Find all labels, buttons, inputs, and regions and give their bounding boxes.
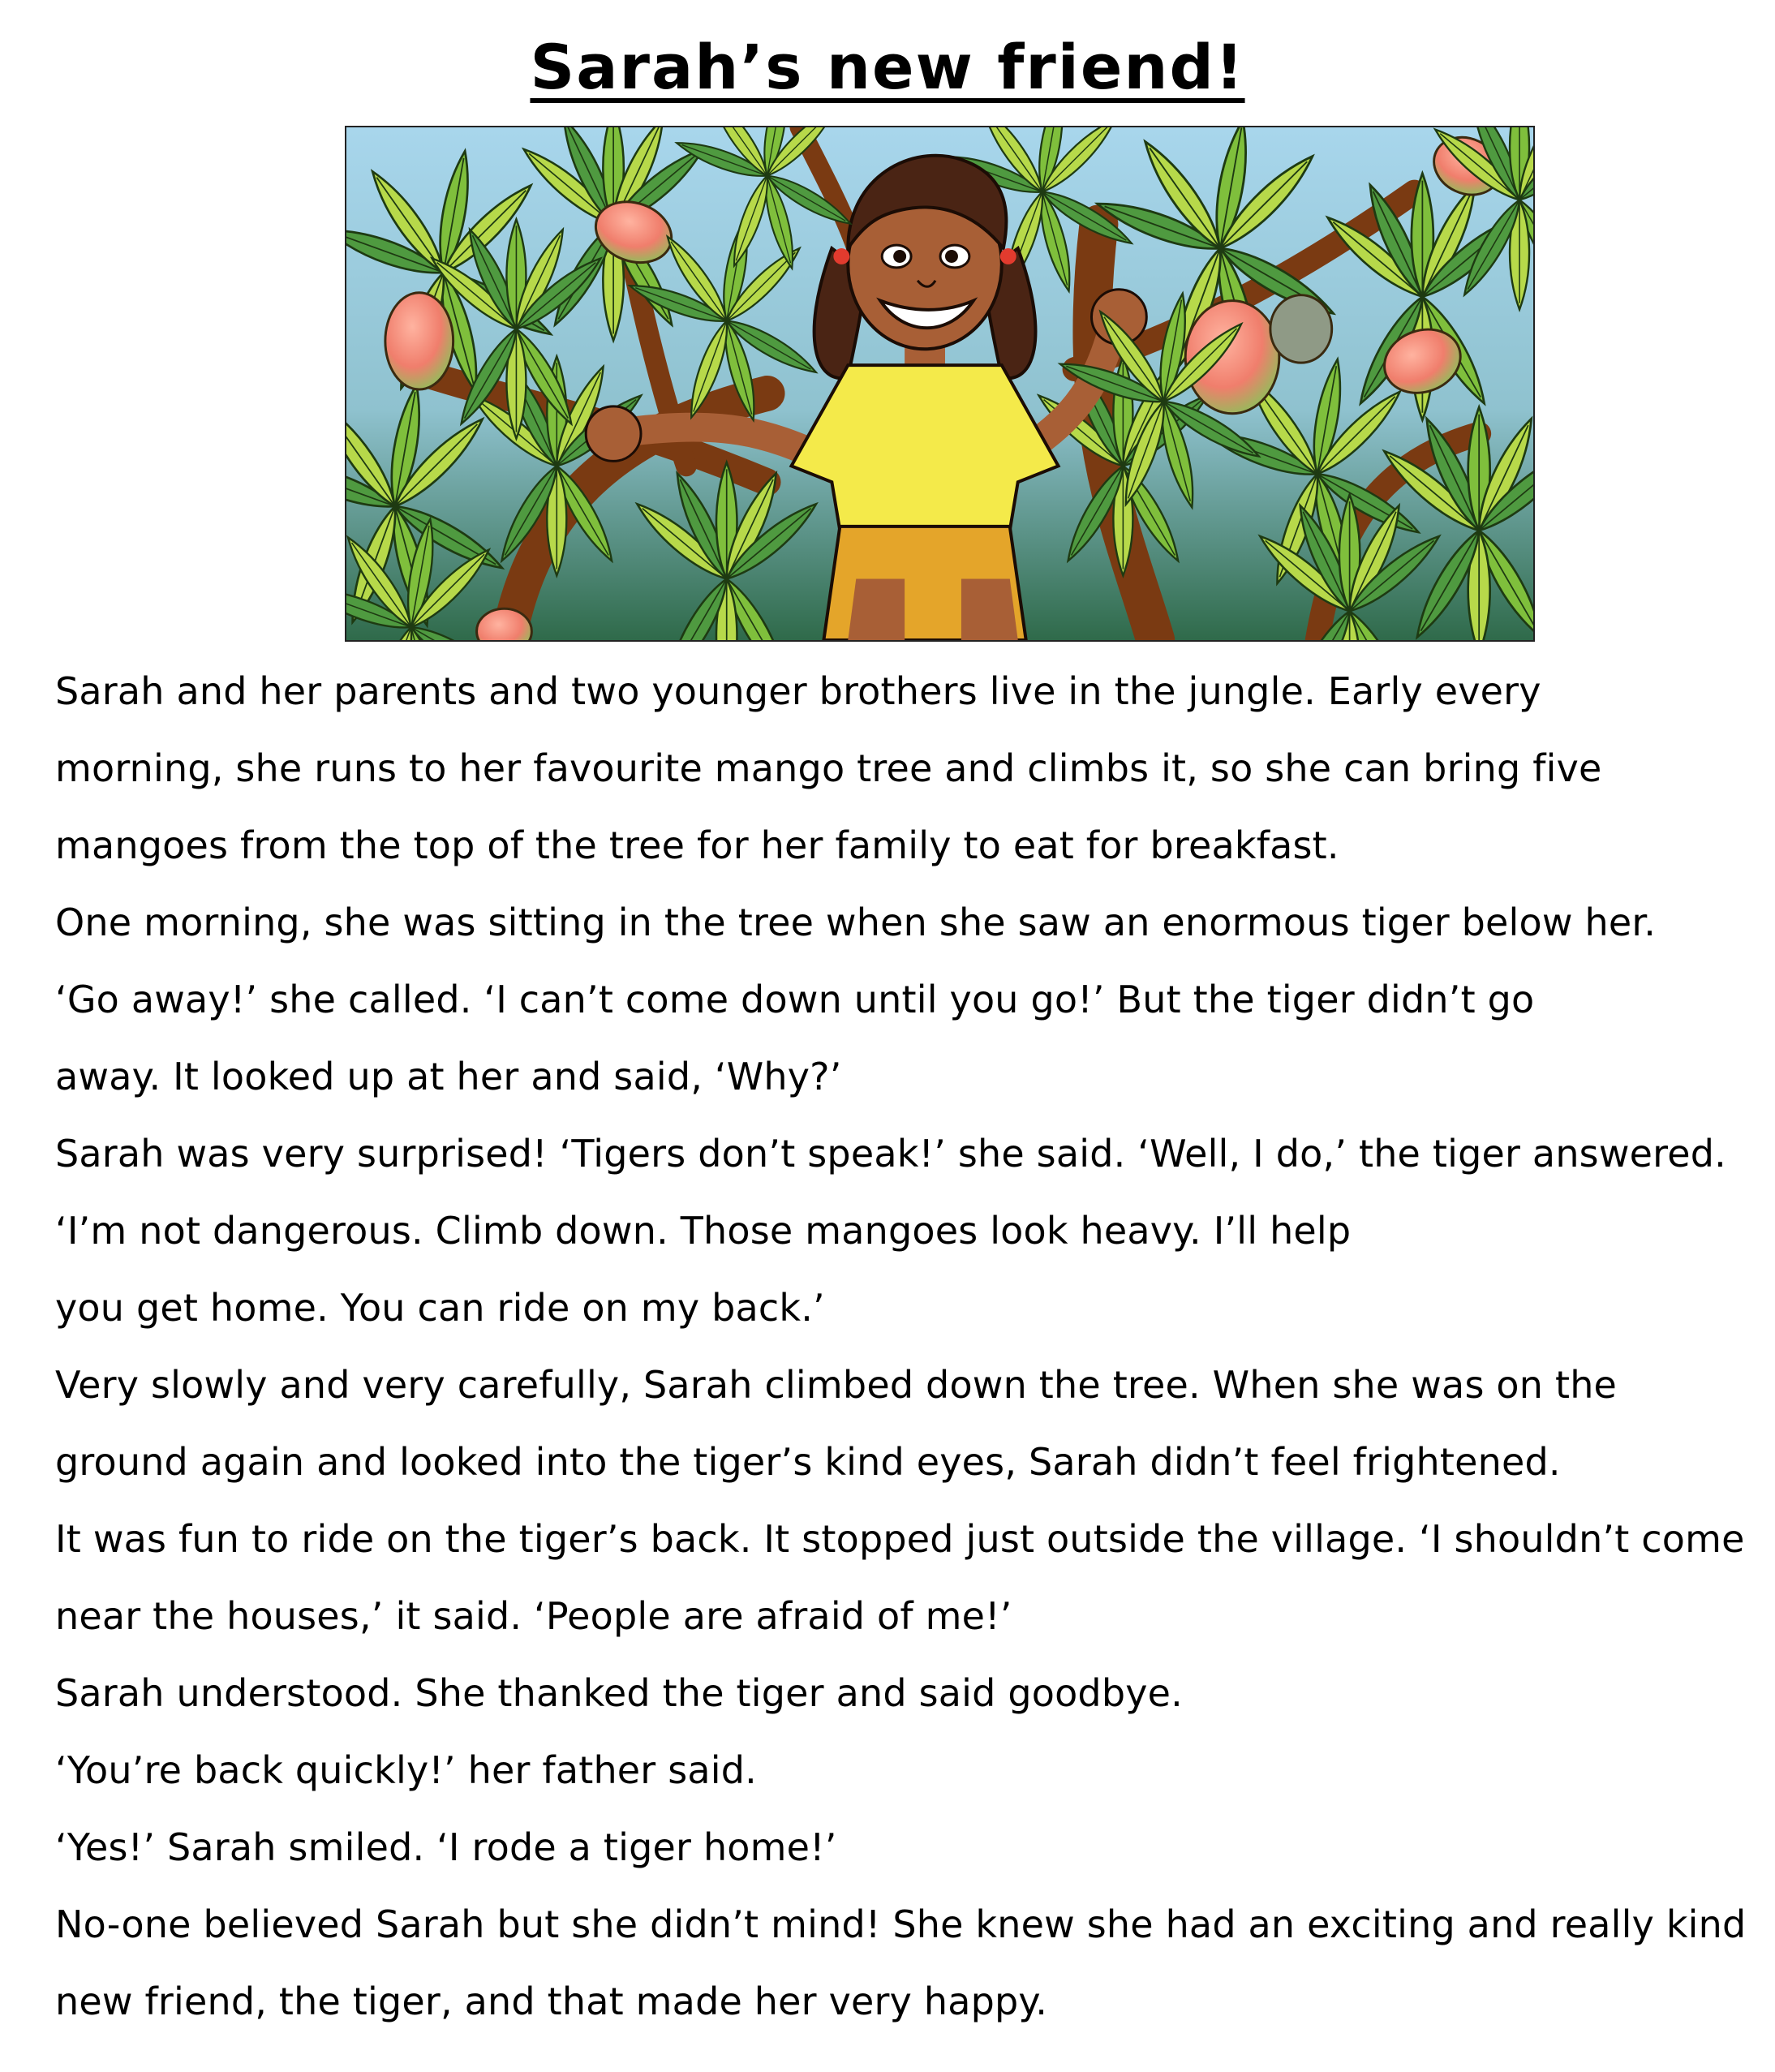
story-line: Very slowly and very carefully, Sarah climbed down the tree. When she was on the xyxy=(55,1363,1618,1407)
story-line: new friend, the tiger, and that made her very happy. xyxy=(55,1980,1048,2023)
girl-in-mango-tree-illustration xyxy=(345,126,1535,642)
story-line: mangoes from the top of the tree for her family to eat for breakfast. xyxy=(55,823,1339,867)
page-title xyxy=(0,23,1775,112)
story-line: Sarah was very surprised! ‘Tigers don’t speak!’ she said. ‘Well, I do,’ the tiger answered. xyxy=(55,1132,1726,1176)
story-line: away. It looked up at her and said, ‘Why?’ xyxy=(55,1055,842,1098)
story-line: It was fun to ride on the tiger’s back. It stopped just outside the village. ‘I shouldn’t come xyxy=(55,1517,1745,1561)
story-line: ‘I’m not dangerous. Climb down. Those mangoes look heavy. I’ll help xyxy=(55,1209,1352,1253)
story-line: ‘Yes!’ Sarah smiled. ‘I rode a tiger home!’ xyxy=(55,1825,837,1869)
story-text xyxy=(55,653,1751,2040)
illustration-svg xyxy=(346,127,1533,640)
story-line: ground again and looked into the tiger’s kind eyes, Sarah didn’t feel frightened. xyxy=(55,1440,1561,1484)
story-line: ‘You’re back quickly!’ her father said. xyxy=(55,1748,757,1792)
story-line: near the houses,’ it said. ‘People are afraid of me!’ xyxy=(55,1594,1012,1638)
story-line: morning, she runs to her favourite mango tree and climbs it, so she can bring five xyxy=(55,746,1602,790)
story-line: ‘Go away!’ she called. ‘I can’t come down until you go!’ But the tiger didn’t go xyxy=(55,978,1535,1021)
story-line: Sarah understood. She thanked the tiger and said goodbye. xyxy=(55,1671,1183,1715)
story-line: Sarah and her parents and two younger brothers live in the jungle. Early every xyxy=(55,669,1541,713)
story-line: you get home. You can ride on my back.’ xyxy=(55,1286,825,1330)
story-line: No-one believed Sarah but she didn’t mind! She knew she had an exciting and really kind xyxy=(55,1902,1747,1946)
story-line: One morning, she was sitting in the tree when she saw an enormous tiger below her. xyxy=(55,901,1657,944)
page-title-text: Sarah’s new friend! xyxy=(530,31,1245,103)
